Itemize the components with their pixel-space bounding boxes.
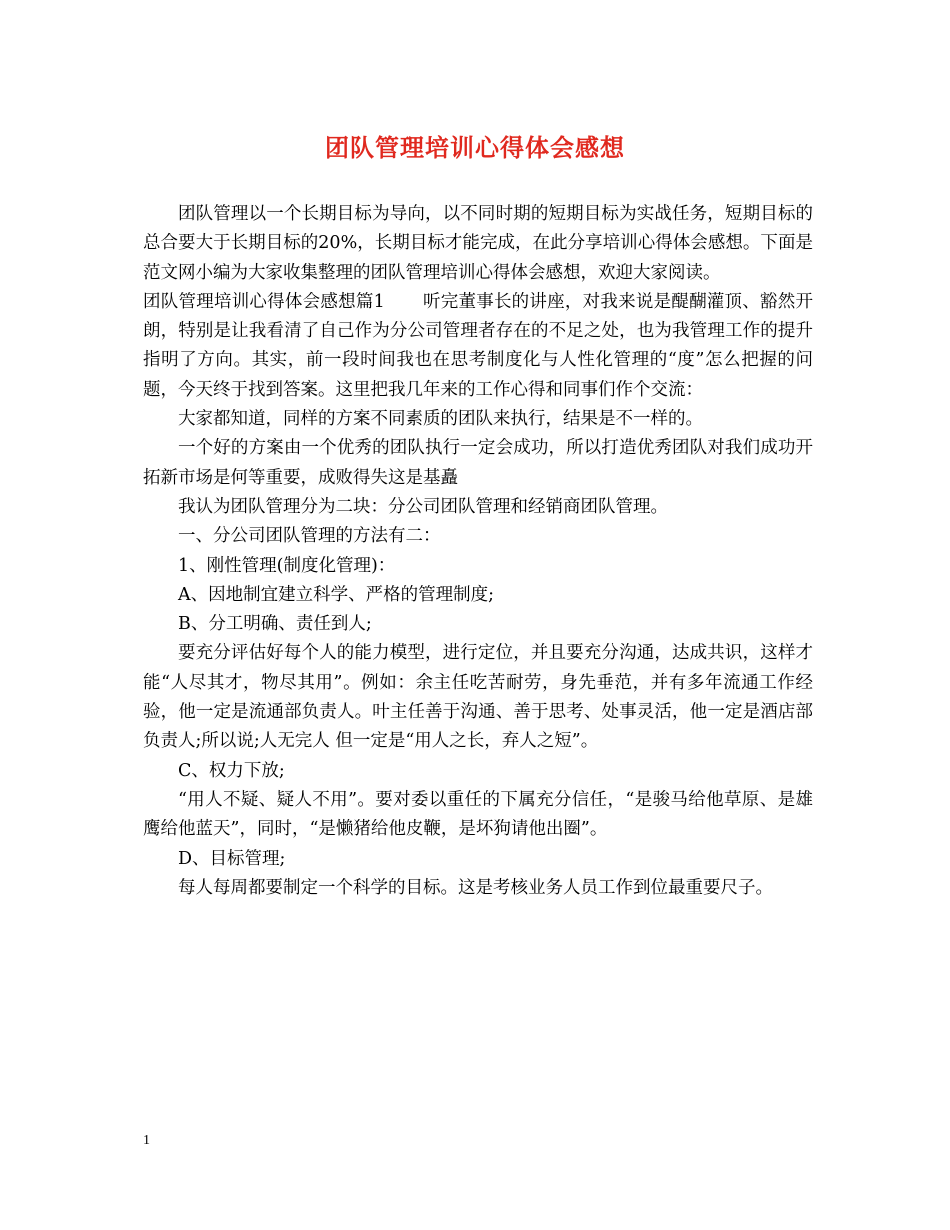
paragraph-10: “用人不疑、疑人不用”。要对委以重任的下属充分信任，“是骏马给他草原、是雄鹰给他蓝天”，同时，“是懒猪给他皮鞭，是坏狗请他出圈”。 xyxy=(143,789,813,840)
page-number: 1 xyxy=(143,1133,150,1148)
document-body xyxy=(143,200,813,903)
paragraph-7: B、分工明确、责任到人; xyxy=(178,614,372,635)
paragraph-3: 我认为团队管理分为二块：分公司团队管理和经销商团队管理。 xyxy=(178,496,668,517)
paragraph-12: 每人每周都要制定一个科学的目标。这是考核业务人员工作到位最重要尺子。 xyxy=(178,877,773,898)
paragraph-4: 一、分公司团队管理的方法有二： xyxy=(178,526,441,547)
paragraph-8: 要充分评估好每个人的能力模型，进行定位，并且要充分沟通，达成共识，这样才能“人尽其才，物尽其用”。例如：余主任吃苦耐劳，身先垂范，并有多年流通工作经验，他一定是流通部负责人。叶主任善于沟通、善于思考、处事灵活，他一定是酒店部负责人;所以说;人无完人 但一定是“用人之长，弃人之短”。 xyxy=(143,643,813,752)
section-1-text: 听完董事长的讲座，对我来说是醍醐灌顶、豁然开朗，特别是让我看清了自己作为分公司管理者存在的不足之处，也为我管理工作的提升指明了方向。其实，前一段时间我也在思考制度化与人性化管理的“度”怎么把握的问题，今天终于找到答案。这里把我几年来的工作心得和同事们作个交流： xyxy=(143,291,814,400)
intro-paragraph: 团队管理以一个长期目标为导向，以不同时期的短期目标为实战任务，短期目标的总合要大于长期目标的20%，长期目标才能完成，在此分享培训心得体会感想。下面是范文网小编为大家收集整理的团队管理培训心得体会感想，欢迎大家阅读。 xyxy=(143,204,813,283)
paragraph-9: C、权力下放; xyxy=(178,760,285,781)
section-1-paragraph xyxy=(143,288,813,405)
paragraph-1: 大家都知道，同样的方案不同素质的团队来执行，结果是不一样的。 xyxy=(178,409,703,430)
paragraph-11: D、目标管理; xyxy=(178,848,286,869)
paragraph-2: 一个好的方案由一个优秀的团队执行一定会成功，所以打造优秀团队对我们成功开拓新市场是何等重要，成败得失这是基矗 xyxy=(143,438,813,488)
document-title: 团队管理培训心得体会感想 xyxy=(325,133,625,162)
paragraph-5: 1、刚性管理(制度化管理)： xyxy=(178,555,396,576)
paragraph-6: A、因地制宜建立科学、严格的管理制度; xyxy=(178,584,495,605)
section-1-heading: 团队管理培训心得体会感想篇1 xyxy=(143,291,385,312)
